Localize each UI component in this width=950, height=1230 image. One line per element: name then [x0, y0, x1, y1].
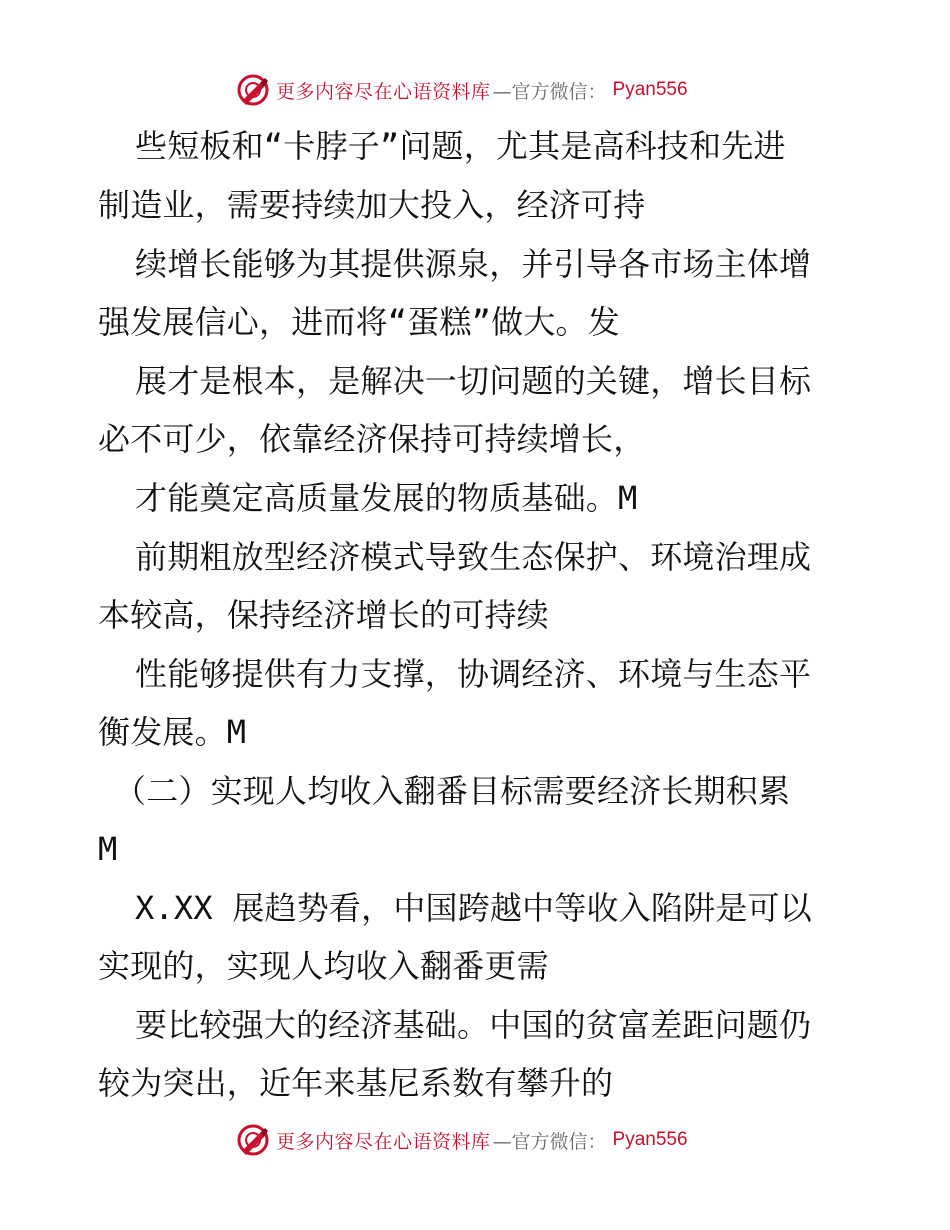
banner-brand-text: 更多内容尽在心语资料库 — [276, 80, 491, 103]
banner-wechat-id: Pyan556 — [612, 1129, 688, 1150]
text-line: 些短板和“卡脖子”问题，尤其是高科技和先进 — [135, 127, 786, 165]
text-line: 性能够提供有力支撑，协调经济、环境与生态平 — [135, 655, 812, 693]
banner-official-text: —官方微信： — [492, 1130, 607, 1153]
banner-wechat-id: Pyan556 — [612, 79, 688, 100]
section-heading: （二）实现人均收入翻番目标需要经济长期积累 — [114, 772, 791, 810]
pen-logo-icon — [236, 1123, 270, 1157]
text-line: 衡发展。M — [98, 713, 247, 751]
text-line: 展才是根本，是解决一切问题的关键，增长目标 — [135, 362, 812, 400]
text-line: 较为突出，近年来基尼系数有攀升的 — [98, 1064, 614, 1102]
text-line: 才能奠定高质量发展的物质基础。M — [135, 479, 638, 517]
footer-banner — [236, 1122, 716, 1158]
banner-official-text: —官方微信： — [492, 80, 607, 103]
text-line: X.XX 展趋势看，中国跨越中等收入陷阱是可以 — [135, 889, 812, 927]
banner-brand-text: 更多内容尽在心语资料库 — [276, 1130, 491, 1153]
text-line: 实现的，实现人均收入翻番更需 — [98, 947, 549, 985]
text-line: 本较高，保持经济增长的可持续 — [98, 596, 549, 634]
text-line: 强发展信心，进而将“蛋糕”做大。发 — [98, 303, 620, 341]
text-line: 续增长能够为其提供源泉，并引导各市场主体增 — [135, 245, 812, 283]
text-line: 制造业，需要持续加大投入，经济可持 — [98, 186, 646, 224]
text-line: M — [98, 830, 118, 868]
text-line: 前期粗放型经济模式导致生态保护、环境治理成 — [135, 538, 812, 576]
text-line: 必不可少，依靠经济保持可持续增长， — [98, 420, 646, 458]
text-line: 要比较强大的经济基础。中国的贫富差距问题仍 — [135, 1006, 812, 1044]
